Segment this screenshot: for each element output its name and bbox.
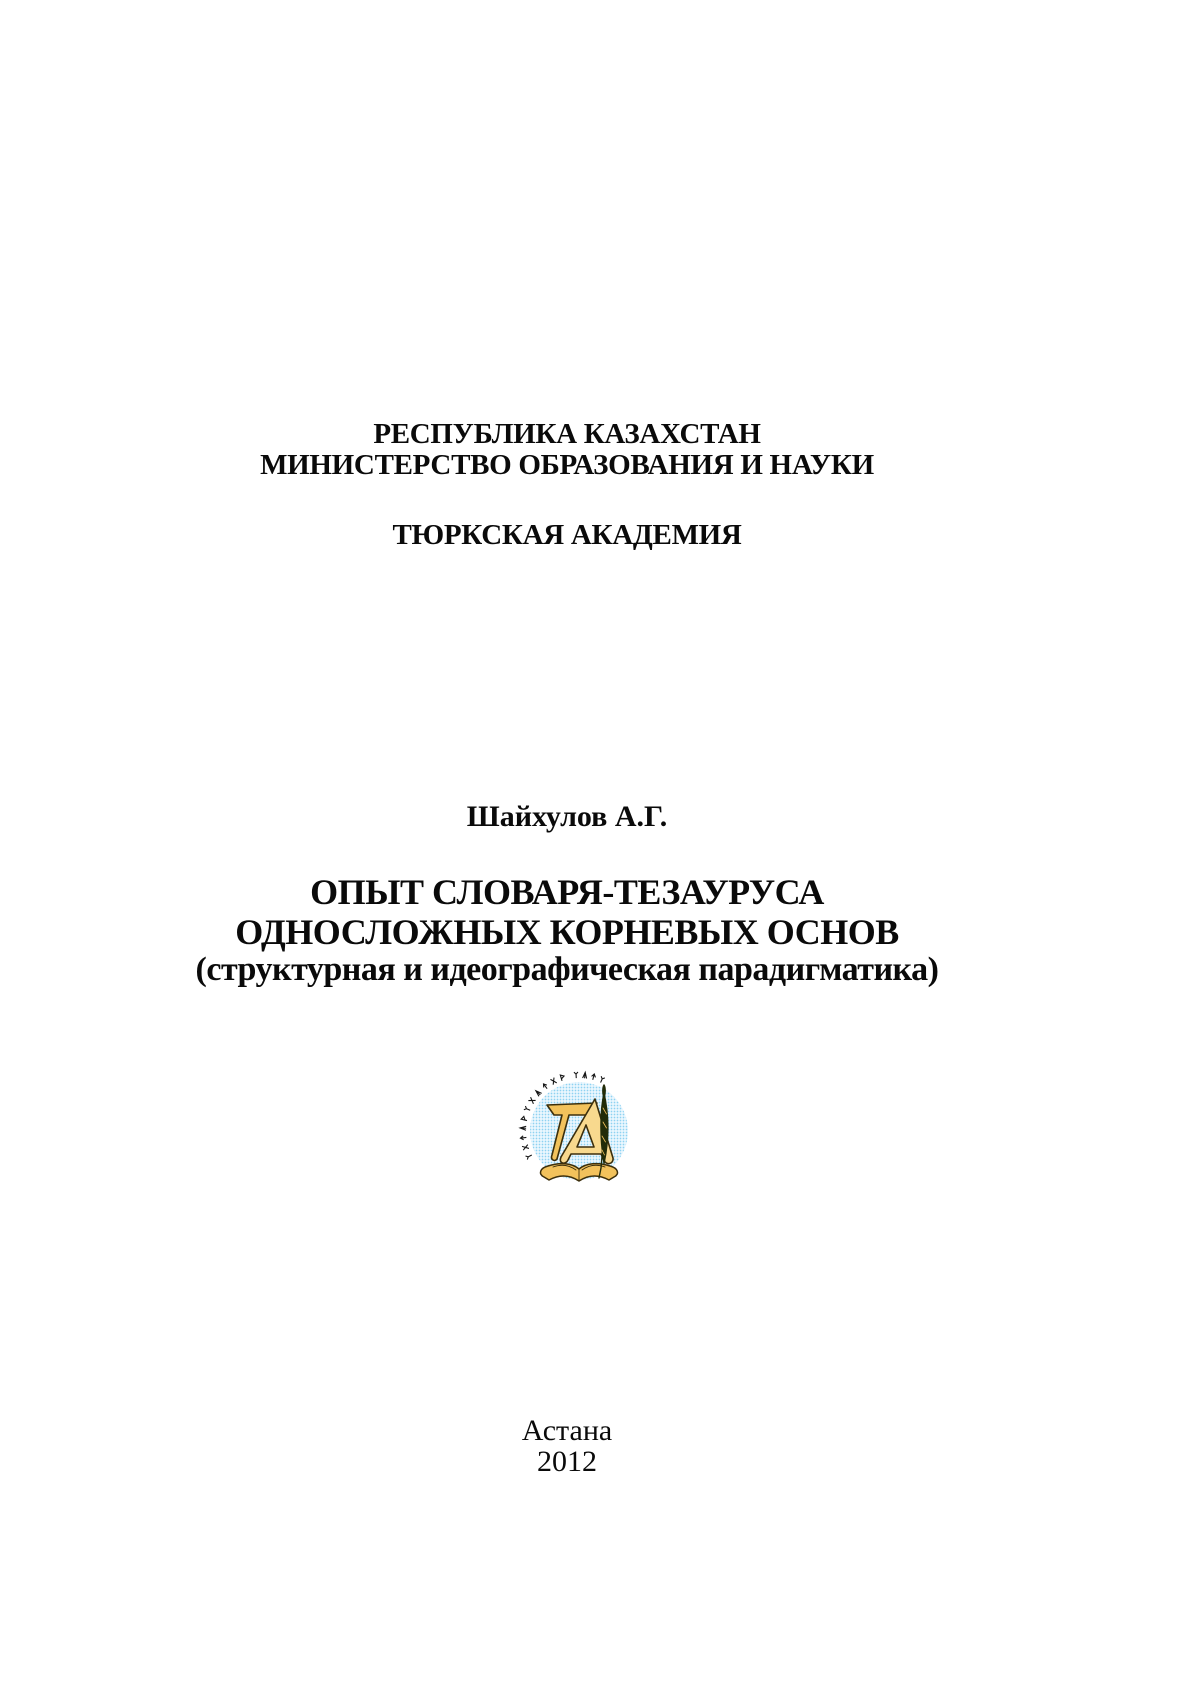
imprint-year: 2012 <box>537 1445 597 1478</box>
ministry-heading: МИНИСТЕРСТВО ОБРАЗОВАНИЯ И НАУКИ <box>260 449 874 481</box>
country-heading: РЕСПУБЛИКА КАЗАХСТАН <box>373 418 761 450</box>
book-subtitle: (структурная и идеографическая парадигматика) <box>195 951 939 988</box>
book-title-line2: ОДНОСЛОЖНЫХ КОРНЕВЫХ ОСНОВ <box>235 912 899 952</box>
turkic-academy-emblem-icon <box>514 1068 634 1188</box>
academy-heading: ТЮРКСКАЯ АКАДЕМИЯ <box>392 519 742 551</box>
book-title-line1: ОПЫТ СЛОВАРЯ-ТЕЗАУРУСА <box>310 872 824 912</box>
author-name: Шайхулов А.Г. <box>466 800 668 833</box>
imprint-city: Астана <box>521 1414 613 1447</box>
